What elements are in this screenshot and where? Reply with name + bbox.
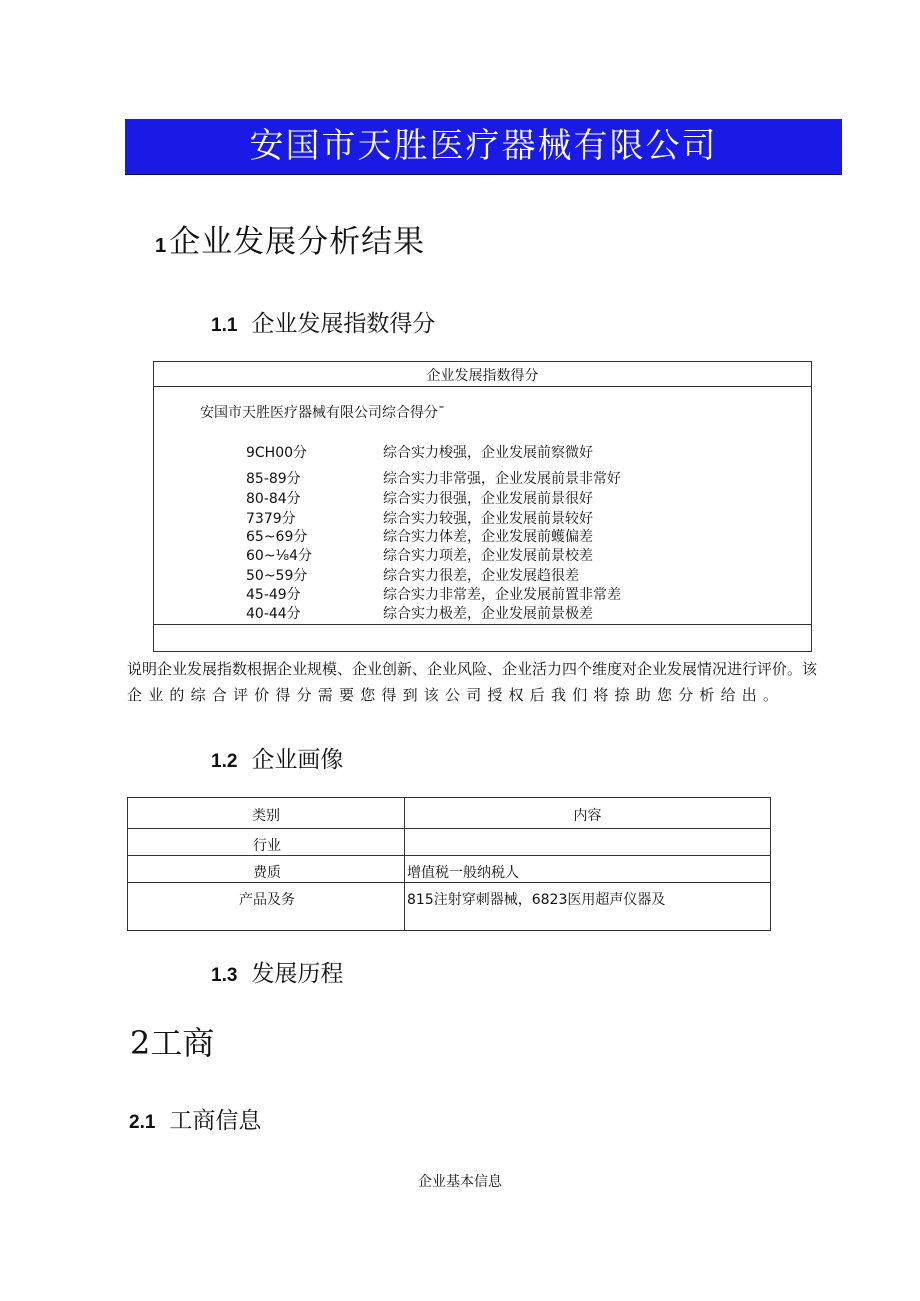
score-range: 50~59分 (246, 568, 308, 584)
profile-table-header (128, 798, 771, 829)
score-row (154, 603, 811, 621)
score-range: 9CH00分 (246, 445, 308, 461)
score-row (154, 488, 811, 506)
score-row (154, 508, 811, 526)
section-1-number: 1 (155, 235, 168, 257)
score-row (154, 545, 811, 563)
section-2-1-heading (129, 1102, 261, 1135)
score-range: 7379分 (246, 511, 296, 527)
table-row (128, 883, 771, 931)
score-row (154, 442, 811, 460)
section-2-1-title: 工商信息 (169, 1108, 262, 1134)
section-1-1-heading (211, 305, 435, 338)
score-description: 综合实力较强，企业发展前景较好 (383, 511, 593, 527)
score-description: 综合实力梭强，企业发展前察微好 (383, 445, 593, 461)
score-row (154, 468, 811, 486)
score-range: 85-89分 (246, 471, 301, 487)
score-description: 综合实力项差，企业发展前景校差 (383, 548, 593, 564)
section-2-heading: 2工商 (130, 1024, 215, 1062)
score-description: 综合实力很强，企业发展前景很好 (383, 491, 593, 507)
section-1-2-title: 企业画像 (251, 747, 344, 773)
score-range: 80-84分 (246, 491, 301, 507)
company-banner: 安国市天胜医疗器械有限公司 (125, 119, 842, 175)
profile-value: 增值税一般纳税人 (405, 856, 771, 883)
score-row (154, 526, 811, 544)
score-description: 综合实力体差，企业发展前蠖偏差 (383, 529, 593, 545)
section-1-3-heading (211, 955, 343, 988)
profile-key: 行业 (128, 829, 405, 856)
score-table-divider (154, 624, 811, 625)
score-note-line-1: 说明企业发展指数根据企业规模、企业创新、企业风险、企业活力四个维度对企业发展情况进行评价。该 (127, 660, 818, 678)
score-table-title: 企业发展指数得分 (154, 362, 811, 387)
profile-value: 815注射穿刺器械，6823医用超声仪器及 (405, 883, 771, 931)
table-row (128, 829, 771, 856)
table-row (128, 856, 771, 883)
section-1-title: 企业发展分析结果 (169, 224, 426, 260)
section-1-2-number: 1.2 (211, 751, 238, 772)
profile-key: 费质 (128, 856, 405, 883)
section-1-3-number: 1.3 (211, 965, 238, 986)
score-description: 综合实力非常差，企业发展前置非常差 (383, 587, 621, 603)
profile-header-category: 类别 (128, 798, 405, 829)
score-row (154, 584, 811, 602)
score-range: 60~⅛4分 (246, 548, 313, 564)
section-1-heading (155, 216, 425, 261)
score-row (154, 565, 811, 583)
section-1-2-heading (211, 741, 343, 774)
score-range: 45-49分 (246, 587, 301, 603)
score-description: 综合实力很差，企业发展趋很差 (383, 568, 579, 584)
score-table (153, 361, 812, 652)
basic-info-caption: 企业基本信息 (418, 1174, 502, 1190)
score-note (127, 656, 840, 708)
profile-value (405, 829, 771, 856)
section-1-1-title: 企业发展指数得分 (251, 311, 436, 337)
section-1-1-number: 1.1 (211, 315, 238, 336)
profile-header-content: 内容 (405, 798, 771, 829)
profile-key: 产品及务 (128, 883, 405, 931)
score-range: 40-44分 (246, 606, 301, 622)
score-description: 综合实力极差，企业发展前景极差 (383, 606, 593, 622)
score-description: 综合实力非常强，企业发展前景非常好 (383, 471, 621, 487)
section-1-3-title: 发展历程 (251, 961, 344, 987)
score-note-line-2: 企业的综合评价得分需要您得到该公司授权后我们将捺助您分析给出。 (127, 686, 785, 704)
profile-table (127, 797, 771, 931)
score-range: 65~69分 (246, 529, 308, 545)
score-table-subtitle: 安国市天胜医疗器械有限公司综合得分¯ (200, 405, 445, 421)
section-2-1-number: 2.1 (129, 1112, 156, 1133)
